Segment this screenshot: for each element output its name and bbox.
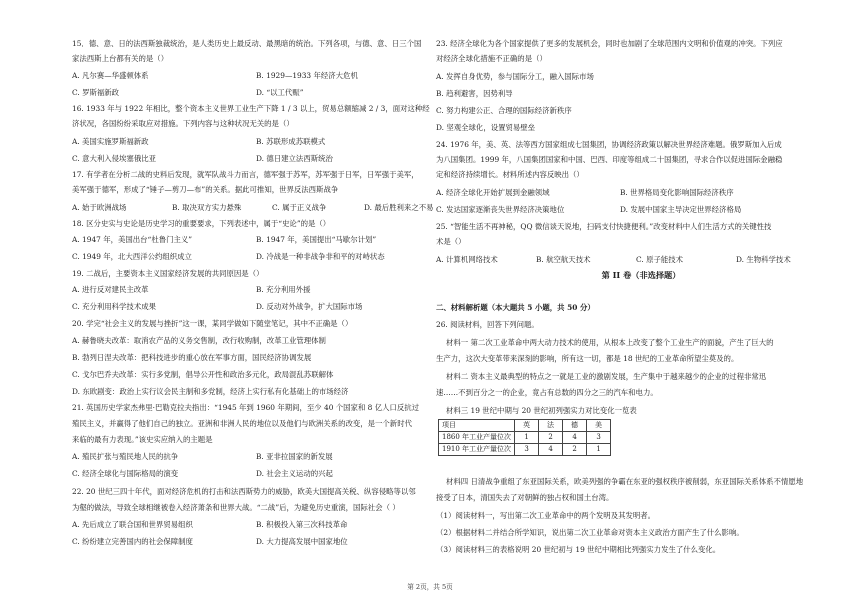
table-row: [439, 444, 611, 456]
option-d[interactable]: D. 反动对外战争，扩大国际市场: [256, 302, 363, 311]
option-d[interactable]: D. 大力提高发展中国家地位: [256, 537, 348, 546]
table-cell: 3: [587, 432, 611, 444]
option-c[interactable]: C. 1949 年，北大西洋公约组织成立: [72, 252, 192, 261]
question-stem: 17. 有学者在分析二战的史料后发现，就军队战斗力而言，德军强于苏军，苏军强于日军，日军强于美军，: [72, 170, 419, 179]
table-cell: 3: [515, 444, 539, 456]
option-b[interactable]: B. 取决双方实力悬殊: [172, 203, 242, 212]
table-cell: 1: [515, 432, 539, 444]
option-b[interactable]: B. 勃列日涅夫改革：把科技进步的重心放在军事方面，国民经济协调发展: [72, 353, 312, 362]
option-d[interactable]: D. 生物科学技术: [736, 255, 791, 264]
question-stem: 20. 学完“社会主义的发展与挫折”这一课，某同学做如下随堂笔记，其中不正确是（）: [72, 319, 353, 328]
option-c[interactable]: C. 努力构建公正、合理的国际经济新秩序: [436, 106, 572, 115]
table-header-row: [439, 420, 611, 432]
question-stem: 18. 区分史实与史论是历史学习的重要要求，下列表述中，属于“史论”的是（）: [72, 219, 331, 228]
option-a[interactable]: A. 殖民扩张与殖民地人民的抗争: [72, 452, 179, 461]
table-cell: 2: [563, 444, 587, 456]
question-stem: 25. “智能生活不再神秘，QQ 微信谈天说地，扫码支付快捷便利。”改变材料中人们生活方式的关键性技: [436, 222, 772, 231]
option-a[interactable]: A. 计算机网络技术: [436, 255, 498, 264]
option-c[interactable]: C. 戈尔巴乔夫改革：实行多党制，倡导公开性和政治多元化，政局混乱苏联解体: [72, 370, 334, 379]
option-c[interactable]: C. 充分利用科学技术成果: [72, 302, 156, 311]
option-d[interactable]: D. 最后胜利来之不易: [364, 203, 434, 212]
option-a[interactable]: A. 进行反对建民主改革: [72, 285, 149, 294]
power-ranking-table: [438, 419, 611, 456]
question-stem: 24. 1976 年，美、英、法等西方国家组成七国集团，协调经济政策以解决世界经济难题。俄罗斯加入后成: [436, 140, 782, 149]
option-a[interactable]: A. 1947 年，美国出台“杜鲁门主义”: [72, 235, 193, 244]
table-cell: 1910 年工业产量位次: [439, 444, 515, 456]
question-stem: 定和经济持续增长。材料所述内容反映出（）: [436, 170, 584, 179]
sub-question: （1）阅读材料一，写出第二次工业革命中的两个发明及其发明者。: [436, 511, 656, 520]
sub-question: （2）根据材料二并结合所学知识，说出第二次工业革命对资本主义政治方面产生了什么影响。: [436, 528, 744, 537]
option-b[interactable]: B. 1929—1933 年经济大危机: [256, 71, 358, 80]
option-a[interactable]: A. 经济全球化开始扩展到金融领域: [436, 188, 550, 197]
question-stem: 15．德、意、日的法西斯独裁统治，是人类历史上最反动、最黑暗的统治。下列各项，与德、意、日三个国: [72, 39, 422, 48]
question-stem: 16. 1933 年与 1922 年相比，整个资本主义世界工业生产下降 1 / 3 以上，贸易总额缩减 2 / 3，面对这种经: [72, 104, 430, 113]
table-cell: 4: [539, 444, 563, 456]
option-b[interactable]: B. 积极投入第三次科技革命: [256, 520, 348, 529]
option-b[interactable]: B. 1947 年，美国提出“马歇尔计划”: [256, 235, 377, 244]
option-a[interactable]: A. 始于欧洲战场: [72, 203, 127, 212]
question-stem: 22. 20 世纪三四十年代，面对经济危机的打击和法西斯势力的威胁，欧美大国提高关税、纵容侵略等以邻: [72, 487, 416, 496]
option-b[interactable]: B. 苏联形成苏联模式: [256, 137, 326, 146]
option-d[interactable]: D. “以工代赈”: [256, 88, 304, 97]
option-d[interactable]: D. 冷战是一种非战争非和平的对峙状态: [256, 252, 385, 261]
option-a[interactable]: A. 先后成立了联合国和世界贸易组织: [72, 520, 193, 529]
option-d[interactable]: D. 坚观全球化，设置贸易壁垒: [436, 123, 536, 132]
material-text: 速……不到百分之一的企业，竟占有总数的四分之三的汽车和电力。: [436, 388, 658, 397]
option-d[interactable]: D. 东欧剧变：政治上实行议会民主制和多党制，经济上实行私有化基础上的市场经济: [72, 387, 349, 396]
option-c[interactable]: C. 原子能技术: [636, 255, 684, 264]
table-header-cell: 美: [587, 420, 611, 432]
table-cell: 1: [587, 444, 611, 456]
table-header-cell: 德: [563, 420, 587, 432]
question-stem: 来临的最有力表现。”该史实应纳入的主题是: [72, 435, 213, 444]
question-stem: 为壑的做法，导致全球相继被卷入经济萧条和世界大战。“二战”后，为避免历史重演，国际社会（ ）: [72, 503, 400, 512]
question-stem: 术是（）: [436, 237, 466, 246]
option-b[interactable]: B. 世界格局变化影响国际经济秩序: [620, 188, 734, 197]
option-d[interactable]: D. 发展中国家主导决定世界经济格局: [620, 205, 742, 214]
option-a[interactable]: A. 美国实施罗斯福新政: [72, 137, 149, 146]
option-d[interactable]: D. 德日建立法西斯统治: [256, 154, 333, 163]
material-text: 生产力，这次大变革带来深刻的影响，所有这一切，都是 18 世纪的工业革命所望尘莫及的。: [436, 354, 739, 363]
material-text: 材料三 19 世纪中期与 20 世纪初列强实力对比变化一览表: [446, 406, 637, 415]
question-stem: 殖民主义，并赢得了他们自己的独立。亚洲和非洲人民的地位以及他们与欧洲关系的改变，是一个新时代: [72, 419, 412, 428]
question-stem: 为八国集团。1999 年，八国集团国家和中国、巴西、印度等组成二十国集团，寻求合作以促进国际金融稳: [436, 155, 783, 164]
table-header-cell: 英: [515, 420, 539, 432]
question-stem: 家法西斯上台都有关的是（）: [72, 54, 169, 63]
option-b[interactable]: B. 充分利用外援: [256, 285, 311, 294]
question-stem: 美军强于德军，形成了“锤子—剪刀—布”的关系。据此可推知，世界反法西斯战争: [72, 185, 339, 194]
table-cell: 2: [539, 432, 563, 444]
question-stem: 19. 二战后，主要资本主义国家经济发展的共同原因是（）: [72, 269, 264, 278]
option-c[interactable]: C. 经济全球化与国际格局的演变: [72, 469, 179, 478]
material-text: 材料二 资本主义最典型的特点之一就是工业的激剧发展，生产集中于越来越少的企业的过程非常迅: [446, 372, 767, 381]
material-text: 材料一 第二次工业革命中两大动力技术的使用，从根本上改变了整个工业生产的面貌，产生了巨大的: [446, 338, 774, 347]
part-2-title: 第 II 卷（非选择题）: [601, 270, 681, 280]
option-c[interactable]: C. 属于正义战争: [272, 203, 327, 212]
option-a[interactable]: A. 发挥自身优势，参与国际分工，融入国际市场: [436, 72, 594, 81]
option-a[interactable]: A. 凡尔赛—华盛顿体系: [72, 71, 149, 80]
option-a[interactable]: A. 赫鲁晓夫改革：取消农产品的义务交售制，改行收购制，改革工业管理体制: [72, 336, 326, 345]
material-text: 材料四 日清战争重组了东亚国际关系，欧美列强的争霸在东亚的强权秩序被削弱，东亚国际关系体系不情愿地: [446, 477, 804, 486]
page-footer: 第 2页，共 5页: [407, 583, 453, 591]
sub-question: （3）阅读材料三的表格说明 20 世纪初与 19 世纪中期相比列强实力发生了什么变化。: [436, 545, 721, 554]
table-header-cell: 法: [539, 420, 563, 432]
question-stem: 23. 经济全球化为各个国家提供了更多的发展机会，同时也加剧了全球范围内文明和价值观的冲突。下列应: [436, 39, 783, 48]
table-cell: 4: [563, 432, 587, 444]
question-stem: 21. 英国历史学家杰弗里·巴勒克拉夫指出：“1945 年到 1960 年期间，至少 40 个国家和 8 亿人口反抗过: [72, 403, 420, 412]
table-header-cell: 项目: [439, 420, 515, 432]
question-stem: 对经济全球化措施不正确的是（）: [436, 54, 547, 63]
option-c[interactable]: C. 罗斯福新政: [72, 88, 120, 97]
option-c[interactable]: C. 发达国家逐渐丧失世界经济决策地位: [436, 205, 565, 214]
table-cell: 1860 年工业产量位次: [439, 432, 515, 444]
section-title: 二、材料解析题（本大题共 5 小题，共 50 分）: [436, 303, 595, 312]
question-stem: 26. 阅读材料，回答下列问题。: [436, 320, 539, 329]
option-c[interactable]: C. 纷纷建立完善国内的社会保障制度: [72, 537, 193, 546]
question-stem: 济状况，各国纷纷采取应对措施。下列内容与这种状况无关的是（）: [72, 119, 294, 128]
option-c[interactable]: C. 意大利入侵埃塞俄比亚: [72, 154, 156, 163]
table-row: [439, 432, 611, 444]
option-b[interactable]: B. 亚非拉国家的新发展: [256, 452, 333, 461]
material-text: 接受了日本，清国失去了对朝鲜的独占权和国土台湾。: [436, 493, 614, 502]
option-b[interactable]: B. 航空航天技术: [536, 255, 591, 264]
option-d[interactable]: D. 社会主义运动的兴起: [256, 469, 333, 478]
option-b[interactable]: B. 趋利避害，因势利导: [436, 89, 513, 98]
